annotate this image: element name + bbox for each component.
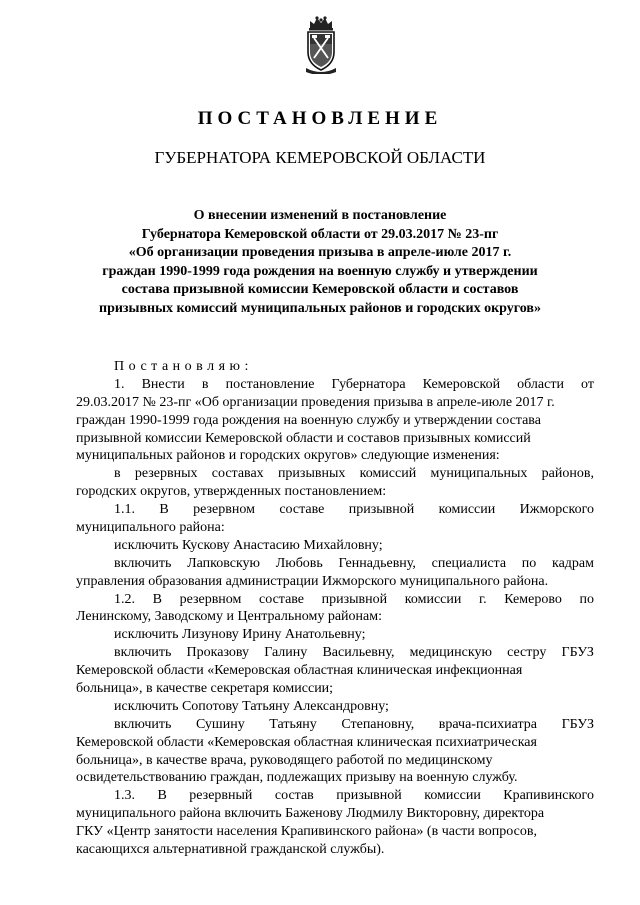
resolve-word: Постановляю: bbox=[114, 359, 253, 374]
heading-line: призывных комиссий муниципальных районов и городских округов» bbox=[99, 300, 541, 316]
body-word: В bbox=[157, 788, 167, 804]
body-line bbox=[76, 787, 594, 805]
body-word: призывной bbox=[336, 788, 402, 804]
body-line: городских округов, утвержденных постановлением: bbox=[76, 484, 387, 500]
body-word: ГБУЗ bbox=[561, 645, 594, 661]
body-word: Геннадьевну, bbox=[338, 555, 416, 571]
body-word: составе bbox=[259, 591, 305, 607]
body-word: Кемерово bbox=[504, 591, 562, 607]
heading-line: состава призывной комиссии Кемеровской области и составов bbox=[121, 282, 519, 297]
heading-line: Губернатора Кемеровской области от 29.03.2017 № 23-пг bbox=[141, 226, 499, 242]
body-word: комиссии bbox=[424, 788, 481, 804]
body-line: исключить Лизунову Ирину Анатольевну; bbox=[114, 627, 366, 643]
body-word: Васильевну, bbox=[322, 645, 395, 661]
body-line: муниципального района: bbox=[76, 520, 225, 536]
body-line: граждан 1990-1999 года рождения на военную службу и утверждении состава bbox=[76, 412, 541, 428]
body-line: муниципальных районов и городских округов» следующие изменения: bbox=[76, 448, 500, 464]
body-line: больница», в качестве врача, руководящего работой по медицинскому bbox=[76, 752, 493, 768]
body-word: резервном bbox=[193, 502, 255, 518]
body-word: комиссии bbox=[404, 591, 462, 607]
body-line: Кемеровской области «Кемеровская областная клиническая инфекционная bbox=[76, 663, 523, 679]
body-word: 1.1. bbox=[114, 502, 135, 518]
body-word: ГБУЗ bbox=[561, 716, 594, 732]
body-line: Кемеровской области «Кемеровская областная клиническая психиатрическая bbox=[76, 734, 537, 750]
body-word: муниципальных bbox=[430, 466, 528, 482]
body-line bbox=[76, 501, 594, 519]
document-body bbox=[76, 358, 594, 859]
body-line: призывной комиссии Кемеровской области и составов призывных комиссий bbox=[76, 430, 531, 446]
body-line: управления образования администрации Ижморского муниципального района. bbox=[76, 573, 549, 589]
document-heading bbox=[70, 207, 570, 318]
body-word: постановление bbox=[225, 376, 315, 392]
body-word: Внести bbox=[141, 376, 185, 392]
body-line: муниципального района включить Баженову Людмилу Викторовну, директора bbox=[76, 806, 545, 822]
body-word: комиссий bbox=[359, 466, 417, 482]
body-word: призывной bbox=[348, 502, 415, 518]
body-word: комиссии bbox=[438, 502, 496, 518]
body-word: Ижморского bbox=[519, 502, 594, 518]
body-word: от bbox=[581, 376, 594, 392]
body-word: Степановну, bbox=[341, 716, 415, 732]
body-word: Лапковскую bbox=[187, 555, 261, 571]
body-word: г. bbox=[478, 591, 487, 607]
body-line: исключить Кускову Анастасию Михайловну; bbox=[114, 537, 383, 553]
body-word: области bbox=[517, 376, 564, 392]
body-word: Кемеровской bbox=[422, 376, 501, 392]
body-line bbox=[76, 376, 594, 394]
body-word: призывной bbox=[321, 591, 388, 607]
body-word: Крапивинского bbox=[503, 788, 594, 804]
body-line bbox=[76, 716, 594, 734]
document-title: ПОСТАНОВЛЕНИЕ bbox=[197, 108, 443, 129]
body-lines bbox=[76, 376, 594, 859]
body-word: медицинскую bbox=[409, 645, 492, 661]
body-word: в bbox=[114, 466, 121, 482]
body-word: по bbox=[521, 555, 537, 571]
body-word: Татьяну bbox=[269, 716, 317, 732]
body-word: В bbox=[152, 591, 162, 607]
body-line: Ленинскому, Заводскому и Центральному районам: bbox=[76, 609, 382, 625]
body-word: включить bbox=[114, 716, 172, 732]
body-word: резервных bbox=[134, 466, 198, 482]
body-word: Проказову bbox=[186, 645, 250, 661]
body-word: в bbox=[201, 376, 209, 392]
body-word: Губернатора bbox=[331, 376, 406, 392]
issuer-title: ГУБЕРНАТОРА КЕМЕРОВСКОЙ ОБЛАСТИ bbox=[154, 148, 486, 167]
body-line bbox=[76, 644, 594, 662]
resolve-line bbox=[76, 358, 594, 376]
body-word: резервном bbox=[179, 591, 242, 607]
body-word: 1. bbox=[114, 376, 125, 392]
body-line: больница», в качестве секретаря комиссии; bbox=[76, 681, 334, 697]
body-word: включить bbox=[114, 645, 172, 661]
body-word: 1.2. bbox=[114, 591, 135, 607]
heading-line: О внесении изменений в постановление bbox=[193, 208, 447, 223]
body-line: исключить Сопотову Татьяну Александровну; bbox=[114, 698, 389, 714]
body-line bbox=[76, 591, 594, 609]
body-word: Любовь bbox=[275, 555, 323, 571]
body-word: Галину bbox=[264, 645, 308, 661]
body-line bbox=[76, 555, 594, 573]
heading-line: граждан 1990-1999 года рождения на военную службу и утверждении bbox=[102, 263, 538, 279]
body-word: 1.3. bbox=[114, 788, 135, 804]
body-word: резервный bbox=[189, 788, 253, 804]
body-word: Сушину bbox=[195, 716, 245, 732]
body-word: состав bbox=[274, 788, 314, 804]
body-word: районов, bbox=[541, 466, 594, 482]
body-line: касающихся альтернативной гражданской службы). bbox=[76, 842, 385, 858]
body-word: составах bbox=[211, 466, 264, 482]
body-word: врача-психиатра bbox=[438, 716, 538, 732]
body-word: по bbox=[579, 591, 594, 607]
body-line: освидетельствованию граждан, подлежащих призыву на военную службу. bbox=[76, 770, 518, 786]
body-word: составе bbox=[279, 502, 325, 518]
body-word: сестру bbox=[507, 645, 547, 661]
body-line bbox=[76, 465, 594, 483]
body-word: включить bbox=[114, 555, 172, 571]
body-word: кадрам bbox=[552, 555, 594, 571]
body-word: призывных bbox=[277, 466, 346, 482]
coat-of-arms-emblem bbox=[303, 14, 339, 74]
heading-line: «Об организации проведения призыва в апреле-июле 2017 г. bbox=[128, 245, 512, 260]
body-word: В bbox=[159, 502, 169, 518]
body-line: ГКУ «Центр занятости населения Крапивинского района» (в части вопросов, bbox=[76, 824, 537, 840]
body-word: специалиста bbox=[431, 555, 507, 571]
body-line: 29.03.2017 № 23-пг «Об организации проведения призыва в апреле-июле 2017 г. bbox=[76, 394, 555, 410]
